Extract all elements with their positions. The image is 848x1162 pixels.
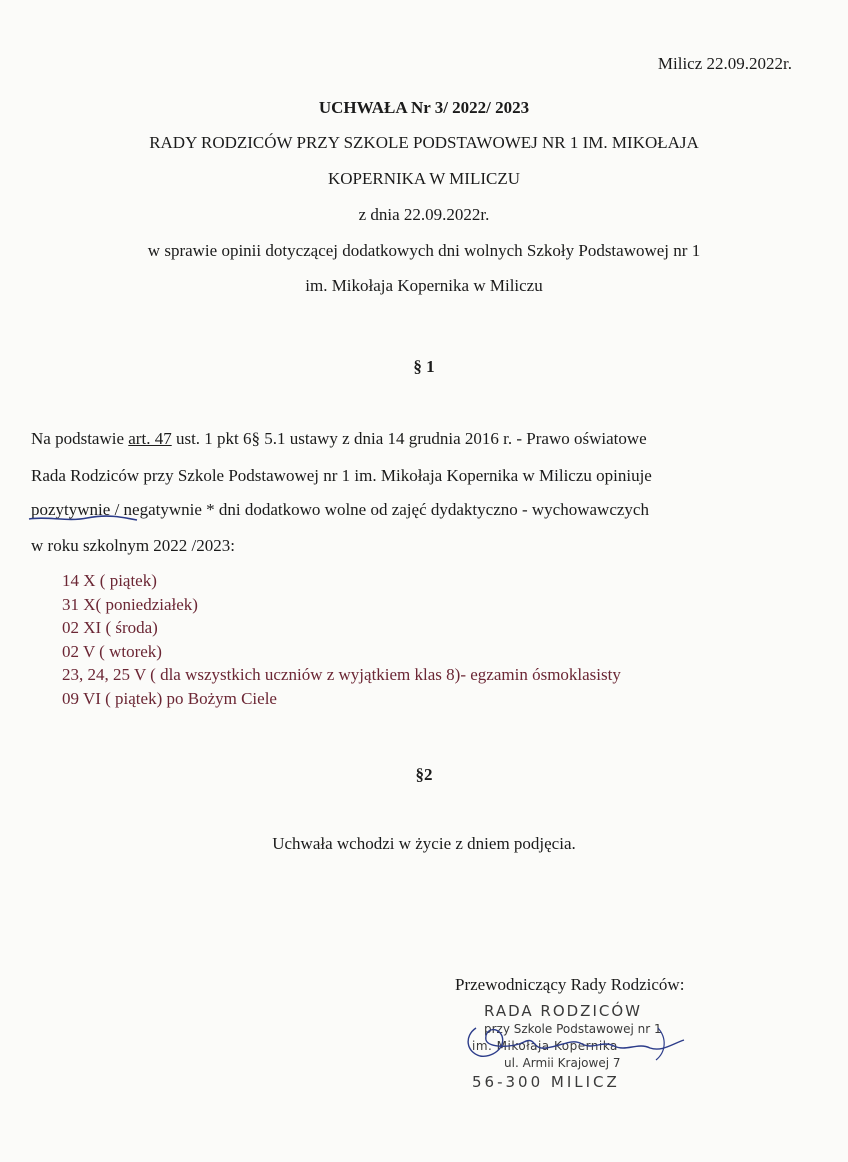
list-item: 02 V ( wtorek) xyxy=(62,641,162,661)
list-item: 23, 24, 25 V ( dla wszystkich uczniów z wyjątkiem klas 8)- egzamin ósmoklasisty xyxy=(62,665,621,684)
title-date: z dnia 22.09.2022r. xyxy=(358,205,490,224)
section-2-heading: §2 xyxy=(415,765,433,784)
line-1-start: Na podstawie xyxy=(31,429,129,448)
list-item: 14 X ( piątek) xyxy=(62,571,157,590)
stamp-line-5: 56-300 MILICZ xyxy=(472,1073,620,1091)
list-item: 31 X( poniedziałek) xyxy=(62,594,198,614)
place-date: Milicz 22.09.2022r. xyxy=(657,54,792,73)
title-line-1: RADY RODZICÓW PRZY SZKOLE PODSTAWOWEJ NR 1 IM. MIKOŁAJA xyxy=(149,133,699,152)
section-1-line-4: w roku szkolnym 2022 /2023: xyxy=(31,536,235,555)
section-1-line-3 xyxy=(31,500,649,520)
resolution-title: UCHWAŁA Nr 3/ 2022/ 2023 xyxy=(318,98,530,117)
section-1-line-1 xyxy=(31,429,647,449)
article-link[interactable]: art. 47 xyxy=(128,429,172,448)
stamp-line-3: im. Mikołaja Kopernika xyxy=(472,1039,618,1053)
pen-underline-mark xyxy=(27,514,139,524)
line-3-rest: negatywnie * dni dodatkowo wolne od zajęć dydaktyczno - wychowawczych xyxy=(119,500,649,519)
stamp-line-4: ul. Armii Krajowej 7 xyxy=(504,1056,621,1070)
section-2-text: Uchwała wchodzi w życie z dniem podjęcia. xyxy=(272,834,576,853)
list-item: 02 XI ( środa) xyxy=(62,618,158,637)
line-1-end: ust. 1 pkt 6§ 5.1 ustawy z dnia 14 grudnia 2016 r. - Prawo oświatowe xyxy=(171,429,647,448)
title-subject-2: im. Mikołaja Kopernika w Miliczu xyxy=(305,276,543,295)
signature-title: Przewodniczący Rady Rodziców: xyxy=(455,975,685,994)
title-subject-1: w sprawie opinii dotyczącej dodatkowych dni wolnych Szkoły Podstawowej nr 1 xyxy=(147,241,701,260)
title-line-2: KOPERNIKA W MILICZU xyxy=(327,169,521,188)
list-item: 09 VI ( piątek) po Bożym Ciele xyxy=(62,688,277,708)
stamp-line-1: RADA RODZICÓW xyxy=(484,1002,642,1020)
positive-option-text: pozytywnie / xyxy=(31,500,120,519)
stamp-line-2: przy Szkole Podstawowej nr 1 xyxy=(484,1022,662,1036)
handwritten-signature xyxy=(462,1018,702,1068)
section-1-line-2: Rada Rodziców przy Szkole Podstawowej nr 1 im. Mikołaja Kopernika w Miliczu opiniuje xyxy=(31,466,652,485)
section-1-heading: § 1 xyxy=(413,357,435,376)
official-stamp xyxy=(462,1000,702,1100)
positive-option xyxy=(31,500,119,519)
days-off-list xyxy=(62,569,621,710)
